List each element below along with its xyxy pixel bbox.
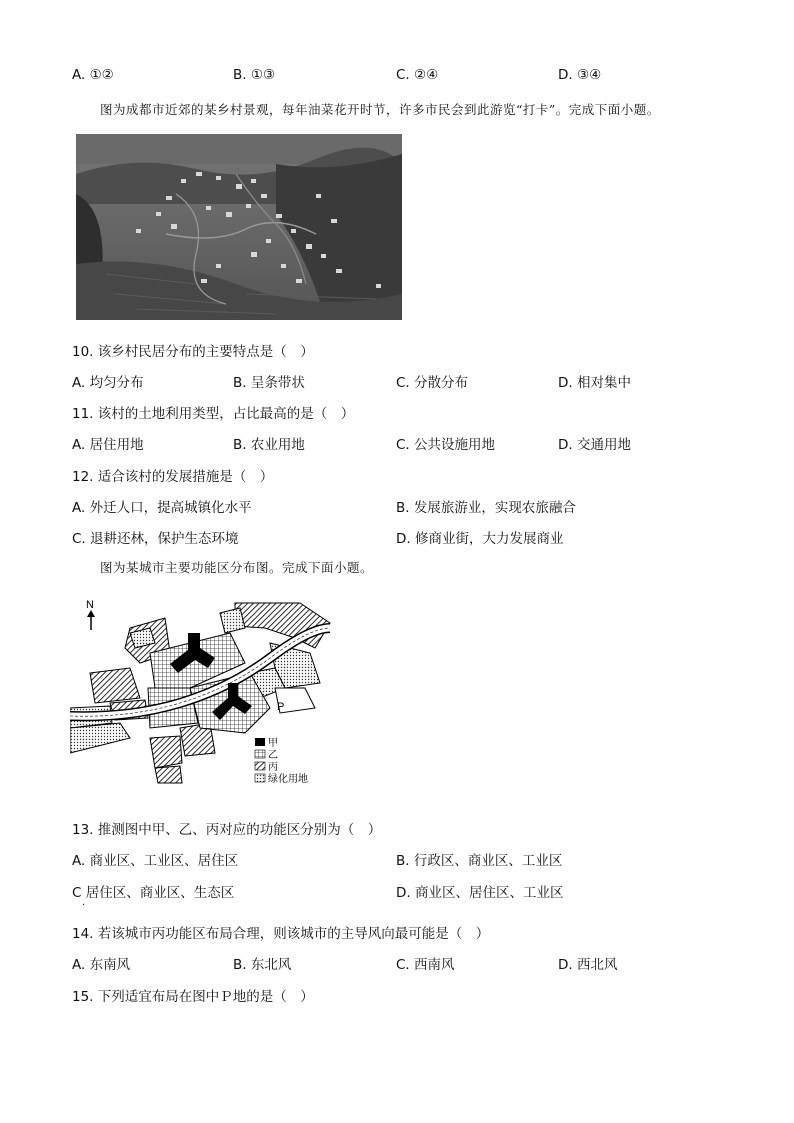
q13-stem: 13. 推测图中甲、乙、丙对应的功能区分别为（ ）	[72, 822, 382, 838]
q11-option-a: A. 居住用地	[72, 437, 144, 453]
q12-option-d: D. 修商业街，大力发展商业	[396, 531, 564, 547]
legend-green: 绿化用地	[268, 774, 308, 785]
q11-option-c: C. 公共设施用地	[396, 437, 496, 453]
legend-jia-swatch	[255, 738, 265, 746]
q14-stem: 14. 若该城市丙功能区布局合理，则该城市的主导风向最可能是（ ）	[72, 926, 490, 942]
legend-yi-swatch	[255, 750, 265, 758]
legend-yi: 乙	[268, 750, 278, 761]
q10-option-c: C. 分散分布	[396, 375, 469, 391]
q10-stem: 10. 该乡村民居分布的主要特点是（ ）	[72, 344, 314, 360]
q10-option-a: A. 均匀分布	[72, 375, 144, 391]
q12-option-b: B. 发展旅游业，实现农旅融合	[396, 500, 576, 516]
stray-mark: ·	[82, 900, 86, 911]
north-label: N	[86, 599, 94, 611]
intro-city-map: 图为某城市主要功能区分布图。完成下面小题。	[100, 560, 374, 575]
legend-bing: 丙	[268, 762, 278, 773]
q14-option-c: C. 西南风	[396, 957, 455, 973]
option-a: A. ①②	[72, 67, 114, 83]
q13-option-a: A. 商业区、工业区、居住区	[72, 853, 239, 869]
city-function-zone-map	[70, 588, 340, 798]
q14-option-a: A. 东南风	[72, 957, 131, 973]
option-d: D. ③④	[558, 67, 602, 83]
option-b: B. ①③	[233, 67, 276, 83]
q10-option-d: D. 相对集中	[558, 375, 631, 391]
q10-option-b: B. 呈条带状	[233, 375, 305, 391]
legend-green-swatch	[255, 774, 265, 782]
q13-option-b: B. 行政区、商业区、工业区	[396, 853, 563, 869]
q12-option-a: A. 外迁人口，提高城镇化水平	[72, 500, 252, 516]
q13-option-d: D. 商业区、居住区、工业区	[396, 885, 564, 901]
village-aerial-photo	[76, 134, 402, 320]
q15-stem: 15. 下列适宜布局在图中Ｐ地的是（ ）	[72, 989, 314, 1005]
q12-stem: 12. 适合该村的发展措施是（ ）	[72, 469, 274, 485]
q14-option-d: D. 西北风	[558, 957, 618, 973]
q14-option-b: B. 东北风	[233, 957, 292, 973]
option-c: C. ②④	[396, 67, 439, 83]
q13-option-c: C 居住区、商业区、生态区	[72, 885, 235, 901]
q12-option-c: C. 退耕还林，保护生态环境	[72, 531, 239, 547]
q11-option-d: D. 交通用地	[558, 437, 631, 453]
legend-bing-swatch	[255, 762, 265, 770]
q11-option-b: B. 农业用地	[233, 437, 305, 453]
intro-rural: 图为成都市近郊的某乡村景观，每年油菜花开时节，许多市民会到此游览“打卡”。完成下面小题。	[100, 102, 660, 117]
q11-stem: 11. 该村的土地利用类型，占比最高的是（ ）	[72, 406, 355, 422]
p-location-label: P	[277, 701, 285, 713]
legend-jia: 甲	[268, 738, 278, 749]
